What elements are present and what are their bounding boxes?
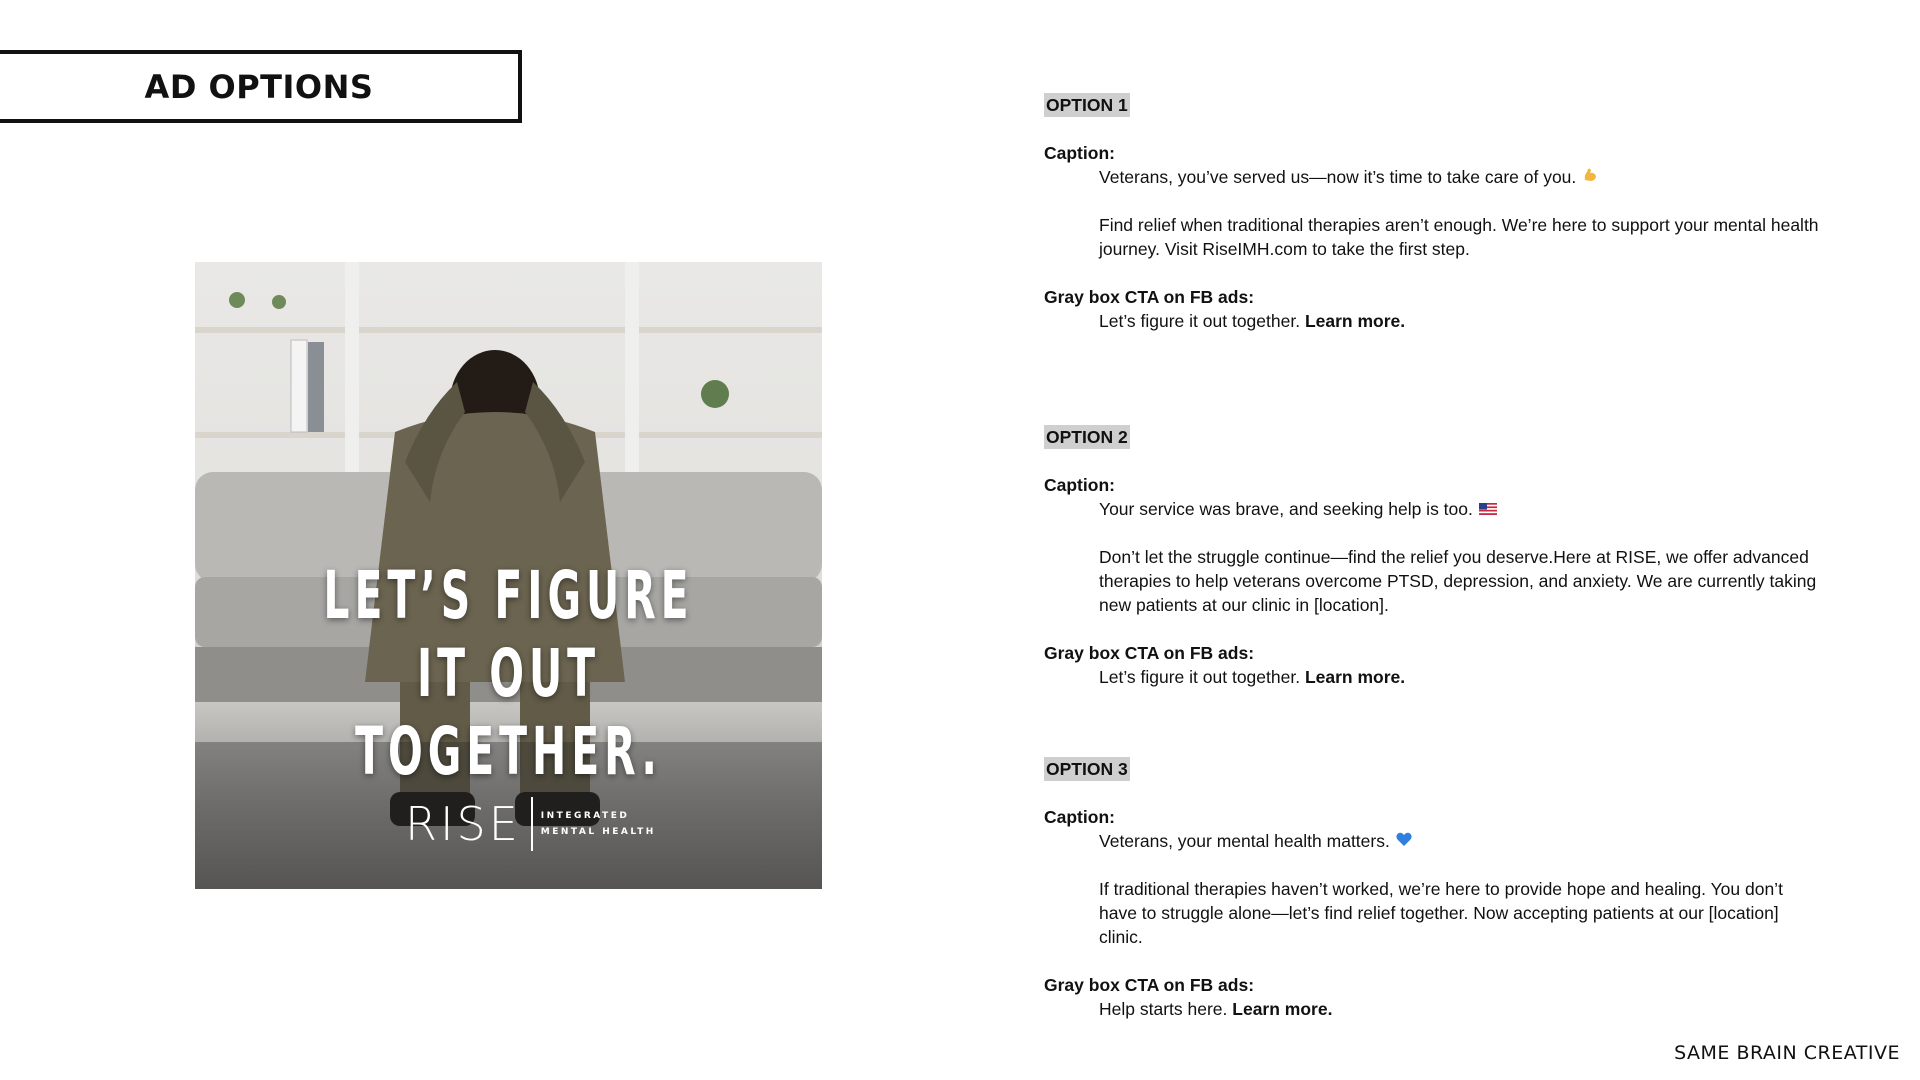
cta-line (1044, 309, 1824, 333)
flexed-biceps-icon (1582, 165, 1598, 189)
cta-text: Let’s figure it out together. (1099, 667, 1301, 687)
caption-line (1044, 165, 1824, 189)
caption-text: Veterans, you’ve served us—now it’s time to take care of you. (1099, 167, 1577, 187)
shelf-upright (345, 262, 359, 502)
ad-headline-line2: TOGETHER. (355, 713, 662, 790)
cta-text: Let’s figure it out together. (1099, 311, 1301, 331)
footer-brand: SAME BRAIN CREATIVE (1674, 1042, 1900, 1064)
ad-options-list (1044, 93, 1824, 1021)
option-block-3 (1044, 757, 1824, 1021)
us-flag-icon (1479, 497, 1497, 521)
cta-line (1044, 665, 1824, 689)
shelf-upright (625, 262, 639, 502)
option-heading: OPTION 2 (1046, 427, 1128, 447)
caption-label: Caption: (1044, 807, 1115, 827)
plant (701, 380, 729, 408)
caption-text: Your service was brave, and seeking help is too. (1099, 499, 1473, 519)
cta-label: Gray box CTA on FB ads: (1044, 287, 1255, 307)
option-heading: OPTION 3 (1046, 759, 1128, 779)
logo-divider (531, 797, 533, 851)
binder (291, 340, 307, 432)
logo-tagline-line1: INTEGRATED (540, 811, 630, 821)
ad-headline-line1: LET’S FIGURE IT OUT (323, 557, 694, 712)
binder (308, 342, 324, 432)
option-heading: OPTION 1 (1046, 95, 1128, 115)
caption-body: If traditional therapies haven’t worked, we’re here to provide hope and healing. You don’t have to struggle alone—let’s find relief together. Now accepting patients at our [location] clinic. (1099, 879, 1783, 947)
caption-body: Don’t let the struggle continue—find the relief you deserve.Here at RISE, we offer advanced therapies to help veterans overcome PTSD, depression, and anxiety. We are currently taking new patients at our clinic in [location]. (1099, 547, 1817, 615)
caption-line (1044, 829, 1824, 853)
ad-creative-image (195, 262, 822, 889)
cta-label: Gray box CTA on FB ads: (1044, 975, 1255, 995)
caption-label: Caption: (1044, 143, 1115, 163)
cta-learn-more: Learn more. (1304, 311, 1406, 331)
caption-line (1044, 497, 1824, 521)
rise-logo (405, 797, 656, 851)
ad-headline (314, 557, 703, 791)
option-block-1 (1044, 93, 1824, 333)
cta-line (1044, 997, 1824, 1021)
plant (229, 292, 245, 308)
shelf (195, 327, 822, 333)
cta-text: Help starts here. (1099, 999, 1228, 1019)
cta-learn-more: Learn more. (1232, 999, 1333, 1019)
logo-tagline (541, 808, 656, 840)
caption-body: Find relief when traditional therapies aren’t enough. We’re here to support your mental health journey. Visit RiseIMH.com to take the first step. (1099, 215, 1819, 259)
blue-heart-icon (1396, 829, 1412, 853)
page-title-box (0, 50, 522, 123)
cta-learn-more: Learn more. (1304, 667, 1406, 687)
logo-tagline-line2: MENTAL HEALTH (540, 827, 656, 837)
logo-wordmark: RISE (405, 797, 521, 851)
caption-text: Veterans, your mental health matters. (1099, 831, 1390, 851)
page-title: AD OPTIONS (144, 67, 374, 106)
cta-label: Gray box CTA on FB ads: (1044, 643, 1255, 663)
caption-label: Caption: (1044, 475, 1115, 495)
option-block-2 (1044, 425, 1824, 689)
plant (272, 295, 286, 309)
